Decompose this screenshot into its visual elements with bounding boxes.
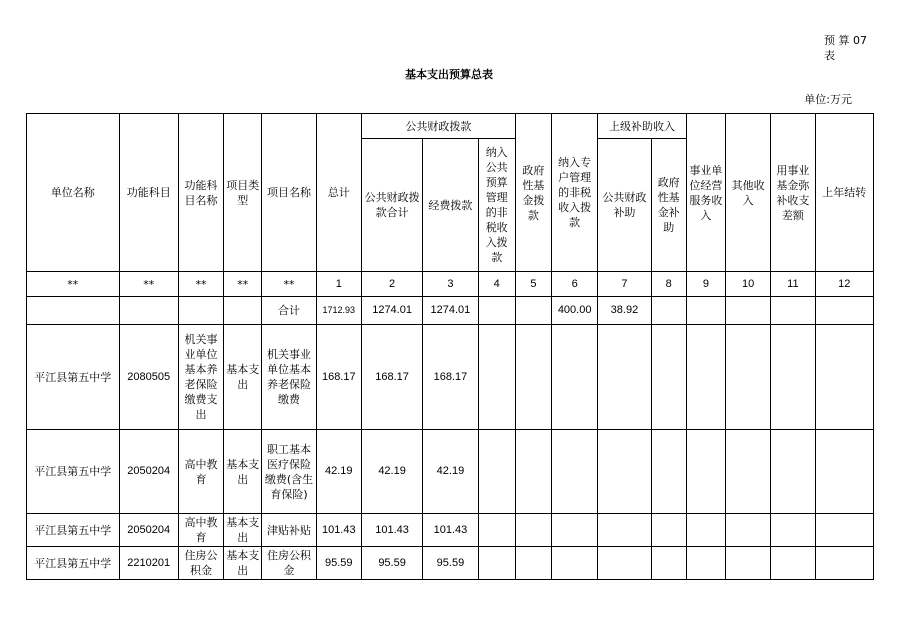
row-cell-empty xyxy=(552,547,598,580)
row-item-name: 机关事业单位基本养老保险缴费 xyxy=(262,325,316,430)
row-funding: 101.43 xyxy=(423,514,478,547)
row-cell-empty xyxy=(726,547,771,580)
index-cell: 7 xyxy=(598,272,651,297)
row-item-name: 津贴补贴 xyxy=(262,514,316,547)
row-item-type: 基本支出 xyxy=(224,514,262,547)
row-unit-name: 平江县第五中学 xyxy=(27,547,120,580)
sum-cell-empty xyxy=(815,297,873,325)
row-cell-empty xyxy=(478,430,515,514)
row-func-subject-name: 高中教育 xyxy=(178,514,223,547)
row-cell-empty xyxy=(771,325,815,430)
sum-total: 1712.93 xyxy=(316,297,361,325)
row-funding: 168.17 xyxy=(423,325,478,430)
budget-table xyxy=(26,113,874,580)
row-total: 42.19 xyxy=(316,430,361,514)
unit-label: 单位:万元 xyxy=(804,93,852,106)
header-carryover: 上年结转 xyxy=(815,114,873,272)
sum-upper-public-fiscal: 38.92 xyxy=(598,297,651,325)
index-cell: 10 xyxy=(726,272,771,297)
row-cell-empty xyxy=(598,325,651,430)
row-cell-empty xyxy=(726,430,771,514)
row-item-name: 住房公积金 xyxy=(262,547,316,580)
row-cell-empty xyxy=(515,325,551,430)
sum-cell-empty xyxy=(651,297,686,325)
sum-cell-empty xyxy=(478,297,515,325)
row-cell-empty xyxy=(686,514,725,547)
sum-cell-empty xyxy=(686,297,725,325)
sum-public-fiscal-total: 1274.01 xyxy=(361,297,422,325)
row-public-fiscal-total: 95.59 xyxy=(361,547,422,580)
index-cell: ** xyxy=(27,272,120,297)
header-other-income: 其他收入 xyxy=(726,114,771,272)
row-cell-empty xyxy=(598,430,651,514)
row-cell-empty xyxy=(478,325,515,430)
sum-label: 合计 xyxy=(262,297,316,325)
header-fund-gap: 用事业基金弥补收支差额 xyxy=(771,114,815,272)
sum-cell-empty xyxy=(515,297,551,325)
index-cell: ** xyxy=(224,272,262,297)
header-upper-gov-fund: 政府性基金补助 xyxy=(651,139,686,272)
row-cell-empty xyxy=(815,514,873,547)
sum-special-non-tax: 400.00 xyxy=(552,297,598,325)
row-public-fiscal-total: 101.43 xyxy=(361,514,422,547)
index-cell: 11 xyxy=(771,272,815,297)
row-cell-empty xyxy=(771,430,815,514)
row-funding: 95.59 xyxy=(423,547,478,580)
index-cell: 1 xyxy=(316,272,361,297)
header-unit-name: 单位名称 xyxy=(27,114,120,272)
row-item-name: 职工基本医疗保险缴费(含生育保险) xyxy=(262,430,316,514)
row-func-subject-name: 机关事业单位基本养老保险缴费支出 xyxy=(178,325,223,430)
index-cell: 3 xyxy=(423,272,478,297)
row-cell-empty xyxy=(651,514,686,547)
row-cell-empty xyxy=(815,430,873,514)
index-cell: 12 xyxy=(815,272,873,297)
row-public-fiscal-total: 168.17 xyxy=(361,325,422,430)
row-cell-empty xyxy=(815,547,873,580)
row-unit-name: 平江县第五中学 xyxy=(27,325,120,430)
header-non-tax: 纳入公共预算管理的非税收入拨款 xyxy=(478,139,515,272)
sum-cell-empty xyxy=(27,297,120,325)
index-cell: 6 xyxy=(552,272,598,297)
row-item-type: 基本支出 xyxy=(224,325,262,430)
row-func-subject-name: 高中教育 xyxy=(178,430,223,514)
row-total: 101.43 xyxy=(316,514,361,547)
row-cell-empty xyxy=(815,325,873,430)
row-cell-empty xyxy=(515,430,551,514)
sum-cell-empty xyxy=(771,297,815,325)
sum-row xyxy=(27,297,874,325)
row-func-subject: 2050204 xyxy=(119,514,178,547)
row-cell-empty xyxy=(478,547,515,580)
row-total: 95.59 xyxy=(316,547,361,580)
row-func-subject-name: 住房公积金 xyxy=(178,547,223,580)
table-row xyxy=(27,547,874,580)
row-total: 168.17 xyxy=(316,325,361,430)
header-upper-public-fiscal: 公共财政补助 xyxy=(598,139,651,272)
header-public-fiscal-total: 公共财政拨款合计 xyxy=(361,139,422,272)
header-upper-subsidy: 上级补助收入 xyxy=(598,114,687,139)
row-cell-empty xyxy=(726,325,771,430)
sum-cell-empty xyxy=(178,297,223,325)
header-service-income: 事业单位经营服务收入 xyxy=(686,114,725,272)
table-number-note: 预 算 07 表 xyxy=(824,34,867,62)
index-row xyxy=(27,272,874,297)
row-cell-empty xyxy=(552,325,598,430)
row-cell-empty xyxy=(651,547,686,580)
row-public-fiscal-total: 42.19 xyxy=(361,430,422,514)
sum-cell-empty xyxy=(224,297,262,325)
index-cell: 5 xyxy=(515,272,551,297)
header-func-subject-name: 功能科目名称 xyxy=(178,114,223,272)
row-cell-empty xyxy=(686,547,725,580)
index-cell: 9 xyxy=(686,272,725,297)
row-cell-empty xyxy=(598,514,651,547)
header-special-non-tax: 纳入专户管理的非税收入拨款 xyxy=(552,114,598,272)
row-func-subject: 2080505 xyxy=(119,325,178,430)
header-gov-fund: 政府性基金拨款 xyxy=(515,114,551,272)
index-cell: 4 xyxy=(478,272,515,297)
index-cell: ** xyxy=(119,272,178,297)
page-title: 基本支出预算总表 xyxy=(405,68,493,81)
index-cell: ** xyxy=(178,272,223,297)
header-func-subject: 功能科目 xyxy=(119,114,178,272)
row-cell-empty xyxy=(478,514,515,547)
row-func-subject: 2050204 xyxy=(119,430,178,514)
row-item-type: 基本支出 xyxy=(224,430,262,514)
row-cell-empty xyxy=(515,514,551,547)
row-unit-name: 平江县第五中学 xyxy=(27,430,120,514)
row-func-subject: 2210201 xyxy=(119,547,178,580)
row-item-type: 基本支出 xyxy=(224,547,262,580)
sum-cell-empty xyxy=(119,297,178,325)
index-cell: 2 xyxy=(361,272,422,297)
sum-funding: 1274.01 xyxy=(423,297,478,325)
row-cell-empty xyxy=(726,514,771,547)
row-unit-name: 平江县第五中学 xyxy=(27,514,120,547)
header-total: 总计 xyxy=(316,114,361,272)
row-cell-empty xyxy=(651,430,686,514)
row-cell-empty xyxy=(771,547,815,580)
row-cell-empty xyxy=(515,547,551,580)
header-public-fiscal: 公共财政拨款 xyxy=(361,114,515,139)
row-cell-empty xyxy=(552,430,598,514)
row-cell-empty xyxy=(771,514,815,547)
index-cell: ** xyxy=(262,272,316,297)
row-funding: 42.19 xyxy=(423,430,478,514)
row-cell-empty xyxy=(598,547,651,580)
sum-cell-empty xyxy=(726,297,771,325)
table-row xyxy=(27,514,874,547)
header-funding: 经费拨款 xyxy=(423,139,478,272)
table-row xyxy=(27,430,874,514)
row-cell-empty xyxy=(651,325,686,430)
row-cell-empty xyxy=(552,514,598,547)
header-item-type: 项目类型 xyxy=(224,114,262,272)
row-cell-empty xyxy=(686,430,725,514)
header-item-name: 项目名称 xyxy=(262,114,316,272)
row-cell-empty xyxy=(686,325,725,430)
table-row xyxy=(27,325,874,430)
index-cell: 8 xyxy=(651,272,686,297)
